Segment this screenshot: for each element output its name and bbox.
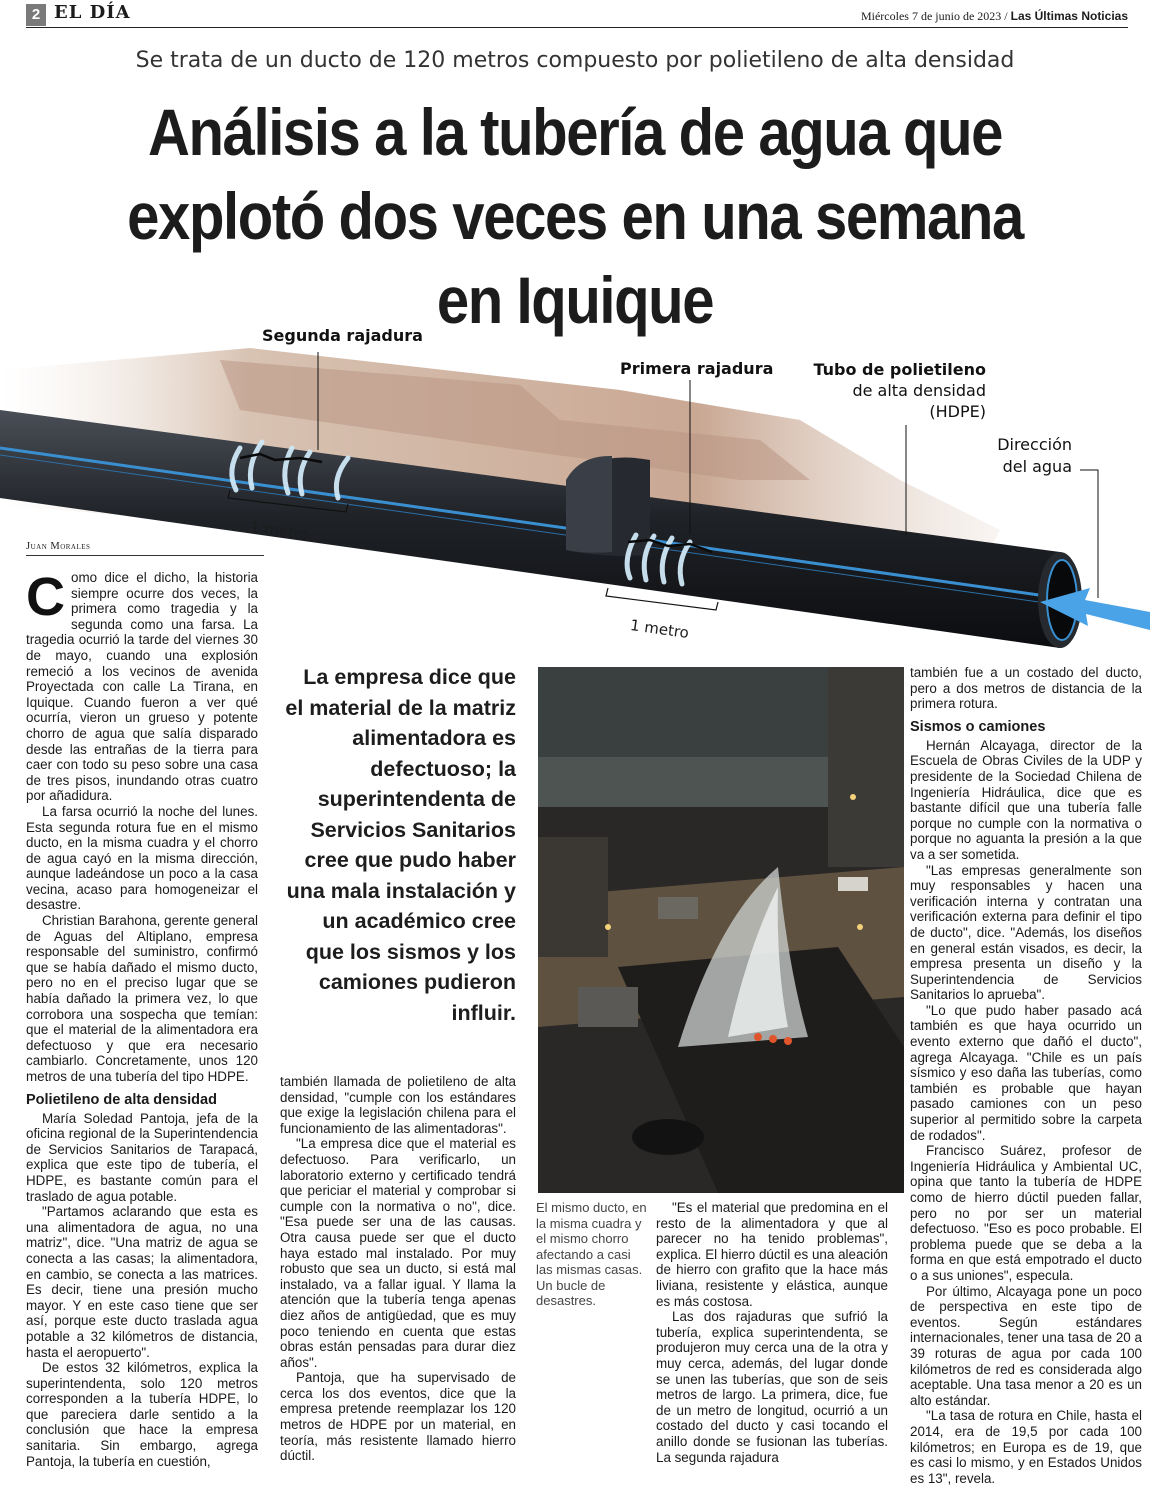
pull-quote: La empresa dice que el material de la matriz alimentadora es defectuoso; la superintendenta de Servicios Sanitarios cree que pudo haber una mala instalación y un académico cree que los sismos y los camiones pudieron influir. bbox=[285, 665, 516, 1025]
label-direction-line1: Dirección bbox=[997, 435, 1072, 454]
paragraph: también fue a un costado del ducto, pero a dos metros de distancia de la primera rotura. bbox=[910, 665, 1142, 712]
headline-line-2: explotó dos veces en una semana bbox=[127, 179, 1023, 253]
paragraph: Por último, Alcayaga pone un poco de perspectiva en este tipo de eventos. Según estándares internacionales, tener una tasa de 20 a 39 roturas de agua por cada 100 kilómetros de red es considerada algo aceptable. Una tasa menor a 20 es un alto estándar. bbox=[910, 1283, 1142, 1408]
dateline bbox=[861, 9, 1128, 24]
headline-line-1: Análisis a la tubería de agua que bbox=[147, 95, 1003, 169]
article-column-1 bbox=[26, 567, 258, 1469]
paragraph: María Soledad Pantoja, jefa de la oficina regional de la Superintendencia de Servicios Sanitarios de Tarapacá, explica que este tipo de tubería, el HDPE, es bastante común para el traslado de agua potable. bbox=[26, 1110, 258, 1204]
headline bbox=[69, 90, 1081, 342]
label-direction bbox=[960, 434, 1072, 478]
paragraph: "La tasa de rotura en Chile, hasta el 2014, era de 19,5 por cada 100 kilómetros; en Europa es de 19, que es casi lo mismo, y en Estados Unidos es 13", revela. bbox=[910, 1408, 1142, 1486]
paragraph: Christian Barahona, gerente general de Aguas del Altiplano, empresa responsable del suministro, confirmó que se había dañado el mismo ducto, pero no en el preciso lugar que se había dañado la primera vez, lo que corrobora una sospecha que temían: que el material de la alimentadora era defectuoso y que era necesario cambiarlo. Concretamente, unos 120 metros de una tubería del tipo HDPE. bbox=[26, 913, 258, 1084]
paragraph: "Las empresas generalmente son muy responsables y hacen una verificación interna y contratan una verificación externa para definir el tipo de ducto", dice. "Además, los diseños en general están visados, es decir, la empresa presenta un diseño y la Superintendencia de Servicios Sanitarios lo aprueba". bbox=[910, 862, 1142, 1003]
leader-direction bbox=[1080, 470, 1098, 598]
date-separator: / bbox=[1004, 9, 1008, 23]
byline-rule bbox=[26, 555, 264, 556]
publication-name: Las Últimas Noticias bbox=[1010, 9, 1128, 23]
subheadline: Se trata de un ducto de 120 metros compuesto por polietileno de alta densidad bbox=[135, 48, 1015, 73]
paragraph bbox=[26, 567, 258, 804]
photo-caption: El mismo ducto, en la misma cuadra y el mismo chorro afectando a casi las mismas casas. Un bucle de desastres. bbox=[536, 1200, 647, 1308]
paragraph-text: omo dice el dicho, la historia siempre ocurre dos veces, la primera como tragedia y la segunda como una farsa. La tragedia ocurrió la tarde del viernes 30 de mayo, cuando una explosión remeció a los vecinos de avenida Proyectada con calle La Tirana, en Iquique. Cuando fueron a ver qué ocurría, vieron un grueso y potente chorro de agua que salía disparado desde las entrañas de la tierra para caer con todo su peso sobre una casa de tres pisos, inundando otras cuatro por añadidura. bbox=[26, 570, 258, 804]
news-photo bbox=[538, 667, 904, 1193]
article-column-3 bbox=[656, 1200, 888, 1465]
drop-cap: C bbox=[26, 567, 65, 627]
paragraph: Hernán Alcayaga, director de la Escuela de Obras Civiles de la UDP y presidente de la Sociedad Chilena de Ingeniería Hidráulica, dice que es bastante difícil que una tubería falle porque no cumple con la normativa o porque no aguanta la presión a la que va a ser sometida. bbox=[910, 737, 1142, 862]
coupling-ring-highlight bbox=[566, 456, 612, 553]
date: Miércoles 7 de junio de 2023 bbox=[860, 9, 1002, 23]
label-direction-line2: del agua bbox=[1002, 457, 1072, 476]
article-column-2 bbox=[280, 1074, 516, 1464]
paragraph: Francisco Suárez, profesor de Ingeniería Hidráulica y Ambiental UC, opina que tanto la tubería de HDPE como de hierro dúctil pueden fallar, pero no por ser un material defectuoso. "Eso es poco probable. El problema puede que se deba a la forma en que está empotrado el ducto o a sus uniones", especula. bbox=[910, 1143, 1142, 1283]
label-tube-title: Tubo de polietileno bbox=[813, 360, 986, 379]
paragraph: "Partamos aclarando que esta es una alimentadora de agua, no una matriz", dice. "Una matriz de agua se conecta a las casas; la alimentadora, en cambio, se conecta a las matrices. Es decir, tiene una presión mucho mayor. Y en este caso tiene que ser así, porque este ducto traslada agua potable a 32 kilómetros de distancia, hasta el aeropuerto". bbox=[26, 1204, 258, 1360]
paragraph: De estos 32 kilómetros, explica la superintendenta, solo 120 metros corresponden a la tubería HDPE, lo que pareciera darle sentido a la conclusión que hace la empresa sanitaria. Sin embargo, agrega Pantoja, la tubería en cuestión, bbox=[26, 1360, 258, 1469]
paragraph: Las dos rajaduras que sufrió la tubería, explica superintendenta, se produjeron muy cerca una de la otra y muy cerca, además, del lugar donde se unen las tuberías, que son de seis metros de largo. La primera, dice, fue de un metro de longitud, ocurrió a un costado del ducto y casi tocando el anillo donde se fusionan las tuberías. La segunda rajadura bbox=[656, 1309, 888, 1465]
label-tube-line2: de alta densidad bbox=[852, 381, 986, 400]
paragraph: La farsa ocurrió la noche del lunes. Esta segunda rotura fue en el mismo ducto, en la misma cuadra y el chorro de agua cayó en la misma dirección, aunque ladeándose un poco a la casa vecina, acaso para homogeneizar el desastre. bbox=[26, 803, 258, 913]
label-second-crack: Segunda rajadura bbox=[262, 326, 423, 345]
page-number: 2 bbox=[26, 4, 46, 26]
label-tube-line3: (HDPE) bbox=[929, 402, 986, 421]
headline-line-3: en Iquique bbox=[436, 263, 714, 337]
paragraph: también llamada de polietileno de alta densidad, "cumple con los estándares que exige la legislación chilena para el funcionamiento de las alimentadoras". bbox=[280, 1074, 516, 1136]
label-meter-left: 1 metro bbox=[249, 517, 311, 545]
section-heading: Polietileno de alta densidad bbox=[26, 1091, 217, 1108]
paragraph: "La empresa dice que el material es defectuoso. Para verificarlo, un laboratorio externo y certificado tendrá que periciar el material y comprobar si cumple con la normativa o no", dice. "Esa puede ser una de las causas. Otra causa puede ser que el ducto haya estado mal instalado. Por muy robusto que sea un ducto, si está mal instalado, va a fallar igual. Y llama la atención que la tubería tenga apenas diez años de antigüedad, que es muy poco teniendo en cuenta que estas obras están pensadas para durar diez años". bbox=[280, 1136, 516, 1370]
section-name: EL DÍA bbox=[54, 2, 131, 23]
article-column-4 bbox=[910, 665, 1142, 1486]
byline: Juan Morales bbox=[26, 541, 91, 552]
paragraph: Pantoja, que ha supervisado de cerca los dos eventos, dice que la empresa pretende reemplazar los 120 metros de HDPE por un material, en teoría, más resistente llamado hierro dúctil. bbox=[280, 1370, 516, 1464]
header-rule bbox=[26, 27, 1128, 28]
label-tube bbox=[790, 359, 986, 422]
section-heading: Sismos o camiones bbox=[910, 718, 1046, 735]
label-first-crack: Primera rajadura bbox=[620, 359, 774, 378]
paragraph: "Lo que pudo haber pasado acá también es que haya ocurrido un evento externo que dañó el ducto", agrega Alcayaga. "Chile es un país sísmico y eso daña las tuberías, como también es probable que hayan pasado camiones con un peso superior al permitido sobre la carpeta de rodados". bbox=[910, 1002, 1142, 1143]
paragraph: "Es el material que predomina en el resto de la alimentadora y que al parecer no ha tenido problemas", explica. El hierro dúctil es una aleación de hierro con grafito que la hace más liviana, resistente y elástica, aunque es más costosa. bbox=[656, 1200, 888, 1309]
photo-scene bbox=[538, 667, 904, 1193]
label-meter-right: 1 metro bbox=[629, 615, 691, 643]
